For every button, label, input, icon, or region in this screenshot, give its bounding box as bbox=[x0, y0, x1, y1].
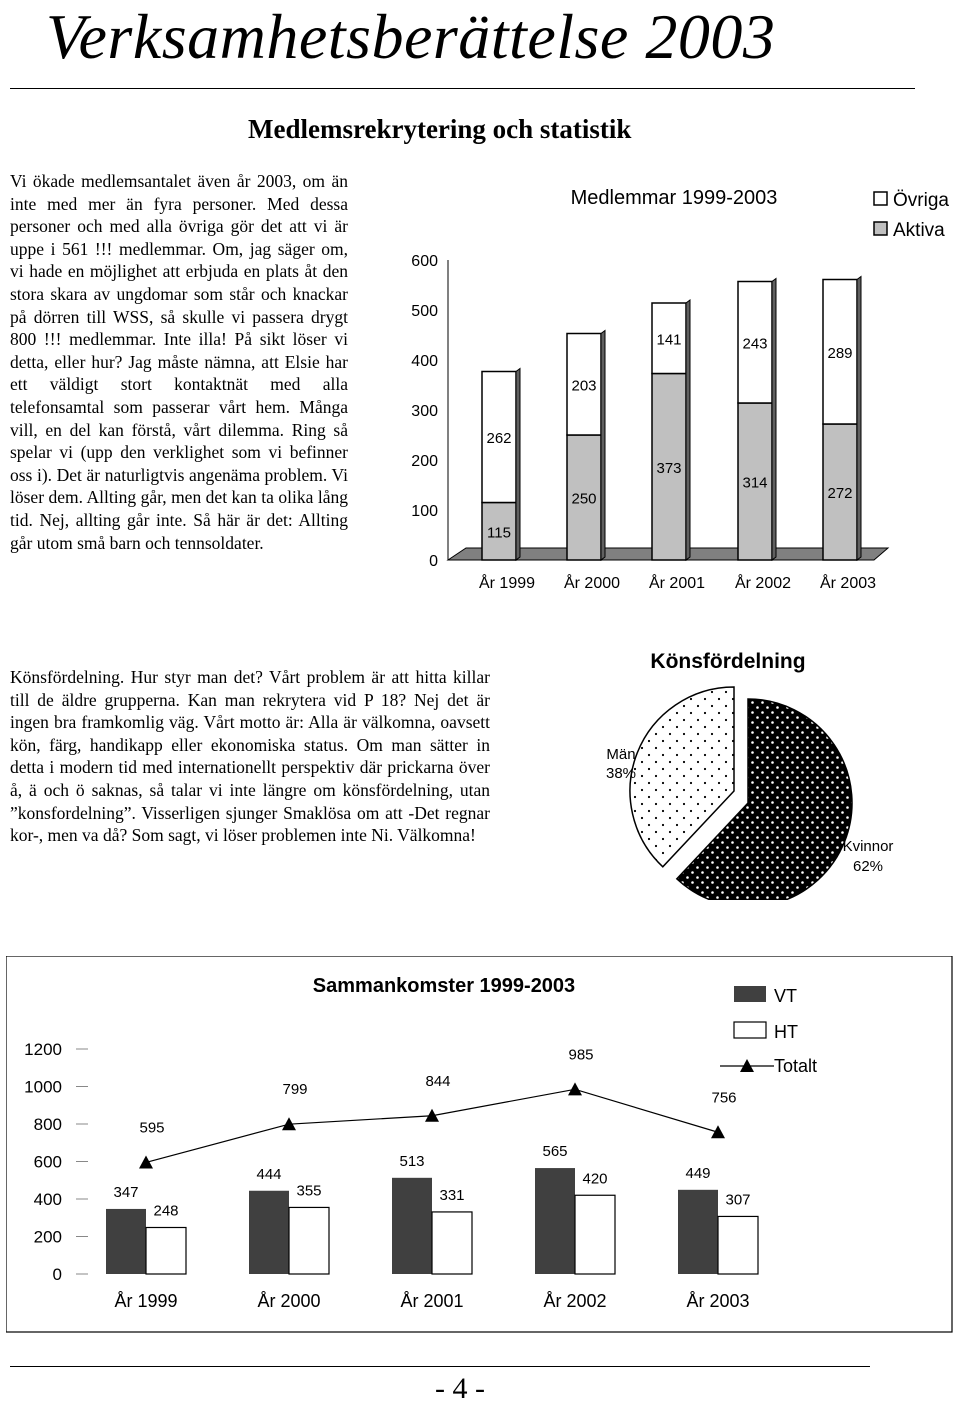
members-legend-label: Aktiva bbox=[893, 220, 945, 241]
meetings-bar-ht bbox=[575, 1195, 615, 1274]
meetings-chart-ytick: 600 bbox=[33, 1152, 62, 1172]
page-title: Verksamhetsberättelse 2003 bbox=[46, 1, 776, 72]
meetings-chart-xtick: År 2002 bbox=[543, 1291, 607, 1311]
members-chart-ytick: 500 bbox=[411, 303, 438, 320]
members-chart-ytick: 100 bbox=[411, 503, 438, 520]
meetings-bar-ht bbox=[718, 1216, 758, 1274]
meetings-bar-vt bbox=[106, 1209, 146, 1274]
members-label-ovriga: 243 bbox=[742, 335, 768, 353]
meetings-label-ht: 355 bbox=[296, 1182, 322, 1200]
members-label-ovriga: 262 bbox=[486, 430, 512, 447]
meetings-bar-vt bbox=[249, 1191, 289, 1274]
gender-chart-title: Könsfördelning bbox=[650, 650, 806, 673]
members-chart-ytick: 400 bbox=[411, 353, 438, 370]
members-label-ovriga: 289 bbox=[827, 344, 853, 362]
gender-label-name: Män bbox=[606, 746, 636, 763]
meetings-bar-vt bbox=[392, 1178, 432, 1274]
meetings-chart-ytick: 200 bbox=[33, 1227, 62, 1247]
meetings-legend-swatch bbox=[734, 986, 766, 1002]
members-chart-xtick: År 2001 bbox=[648, 575, 706, 592]
meetings-label-vt: 513 bbox=[399, 1152, 425, 1170]
meetings-legend-label: VT bbox=[774, 986, 798, 1006]
meetings-chart-title: Sammankomster 1999-2003 bbox=[312, 975, 576, 997]
members-label-aktiva: 272 bbox=[827, 485, 853, 502]
meetings-bar-vt bbox=[678, 1190, 718, 1274]
members-chart-ytick: 0 bbox=[429, 553, 438, 570]
members-label-aktiva: 250 bbox=[571, 490, 597, 508]
members-chart-xtick: År 2002 bbox=[734, 575, 792, 592]
meetings-label-ht: 420 bbox=[582, 1170, 608, 1188]
meetings-label-vt: 347 bbox=[113, 1183, 139, 1201]
gender-label-percent: 62% bbox=[852, 858, 884, 875]
gender-paragraph: Könsfördelning. Hur styr man det? Vårt problem är att hitta killar till de äldre grupperna. Kan man rekrytera vid P 18? Nej det är ingen bra framkomlig väg. Vårt motto är: Alla är välkomna, oavsett kön, färg, handikapp eller ekonomiska status. Om man sätter in detta i modern tid med internationellt perspektiv där prickarna över å, ä och ö saknas, så talar vi inte längre om könsfördelning, utan ”konsfordelning”. Visserligen sjunger Smaklösa om att -Det regnar kor-, men va då? Som sagt, vi löser problemen inte Ni. Välkomna! bbox=[10, 667, 490, 846]
meetings-label-totalt: 595 bbox=[139, 1119, 165, 1137]
members-chart-title: Medlemmar 1999-2003 bbox=[570, 187, 778, 209]
members-chart-xtick: År 2000 bbox=[563, 575, 621, 592]
members-legend-swatch bbox=[874, 192, 887, 205]
meetings-legend-label: Totalt bbox=[774, 1056, 818, 1076]
meetings-bar-ht bbox=[146, 1228, 186, 1275]
meetings-bar-ht bbox=[432, 1212, 472, 1274]
page-number: - 4 - bbox=[435, 1372, 485, 1405]
meetings-chart-xtick: År 2000 bbox=[257, 1291, 321, 1311]
meetings-chart-ytick: 800 bbox=[33, 1115, 62, 1134]
members-chart-legend bbox=[874, 190, 949, 241]
members-label-aktiva: 314 bbox=[742, 474, 768, 492]
members-bar-side bbox=[516, 369, 520, 561]
members-paragraph: Vi ökade medlemsantalet även år 2003, om än inte med mer än fyra personer. Med dessa personer och med alla övriga gör det att vi är uppe i 561 !!! medlemmar. Om, jag säger om, vi hade en möjlighet att erbjuda en plats åt den stora skara av ungdomar som står och knackar på dörren till WSS, så skulle vi passera drygt 800 !!! medlemmar. Inte illa! På sikt löser vi detta, eller hur? Jag måste nämna, att Elsie har ett väldigt stort kontaktnät med alla telefonsamtal som passerar vårt hem. Många vill, en del kan förstå, vårt dilemma. Ring så spelar vi (upp den verklighet som vi befinner oss i). Det är naturligtvis angenäma problem. Vi löser dem. Allting går, men det kan ta olika lång tid. Nej, allting går inte. Så här är det: Allting går utom små barn och tennsoldater. bbox=[10, 171, 348, 553]
members-label-ovriga: 141 bbox=[656, 331, 682, 349]
meetings-chart-ytick: 1200 bbox=[24, 1040, 62, 1059]
members-chart-ytick: 600 bbox=[411, 253, 438, 270]
meetings-bar-ht bbox=[289, 1207, 329, 1274]
meetings-chart-ytick: 400 bbox=[33, 1190, 62, 1209]
meetings-chart-ytick: 1000 bbox=[24, 1077, 62, 1097]
footer-rule bbox=[10, 1366, 870, 1367]
members-chart-xtick: År 2003 bbox=[819, 575, 877, 592]
members-chart-ytick: 300 bbox=[411, 403, 438, 420]
members-bar-side bbox=[772, 279, 776, 561]
members-chart-ytick: 200 bbox=[411, 453, 438, 470]
members-bar-side bbox=[601, 331, 605, 561]
meetings-chart-ytick: 0 bbox=[52, 1265, 62, 1284]
section-title: Medlemsrekrytering och statistik bbox=[248, 114, 632, 144]
meetings-legend-label: HT bbox=[774, 1022, 798, 1042]
meetings-label-vt: 444 bbox=[256, 1165, 282, 1183]
meetings-label-ht: 307 bbox=[725, 1191, 751, 1209]
members-label-aktiva: 115 bbox=[487, 524, 511, 542]
members-label-ovriga: 203 bbox=[571, 377, 597, 395]
meetings-legend-swatch bbox=[734, 1022, 766, 1038]
meetings-label-totalt: 985 bbox=[568, 1046, 594, 1064]
members-label-aktiva: 373 bbox=[656, 459, 682, 477]
title-rule bbox=[10, 88, 915, 89]
meetings-label-ht: 248 bbox=[153, 1202, 179, 1220]
members-bar-side bbox=[686, 300, 690, 560]
members-legend-swatch bbox=[874, 222, 887, 235]
members-chart bbox=[0, 180, 960, 600]
meetings-bar-vt bbox=[535, 1168, 575, 1274]
meetings-label-totalt: 844 bbox=[425, 1072, 451, 1090]
meetings-label-ht: 331 bbox=[439, 1186, 465, 1204]
members-chart-xtick: År 1999 bbox=[478, 575, 536, 592]
gender-label-percent: 38% bbox=[605, 765, 637, 782]
gender-label-name: Kvinnor bbox=[842, 838, 894, 855]
meetings-label-totalt: 756 bbox=[711, 1089, 737, 1107]
meetings-chart bbox=[6, 956, 956, 1336]
meetings-label-vt: 449 bbox=[685, 1164, 711, 1182]
meetings-chart-xtick: År 2003 bbox=[686, 1291, 750, 1311]
meetings-label-vt: 565 bbox=[542, 1143, 568, 1161]
gender-chart bbox=[520, 640, 940, 900]
members-legend-label: Övriga bbox=[893, 190, 949, 211]
meetings-label-totalt: 799 bbox=[282, 1081, 308, 1099]
meetings-chart-xtick: År 1999 bbox=[114, 1291, 178, 1311]
meetings-chart-xtick: År 2001 bbox=[400, 1291, 464, 1311]
members-bar-side bbox=[857, 277, 861, 561]
